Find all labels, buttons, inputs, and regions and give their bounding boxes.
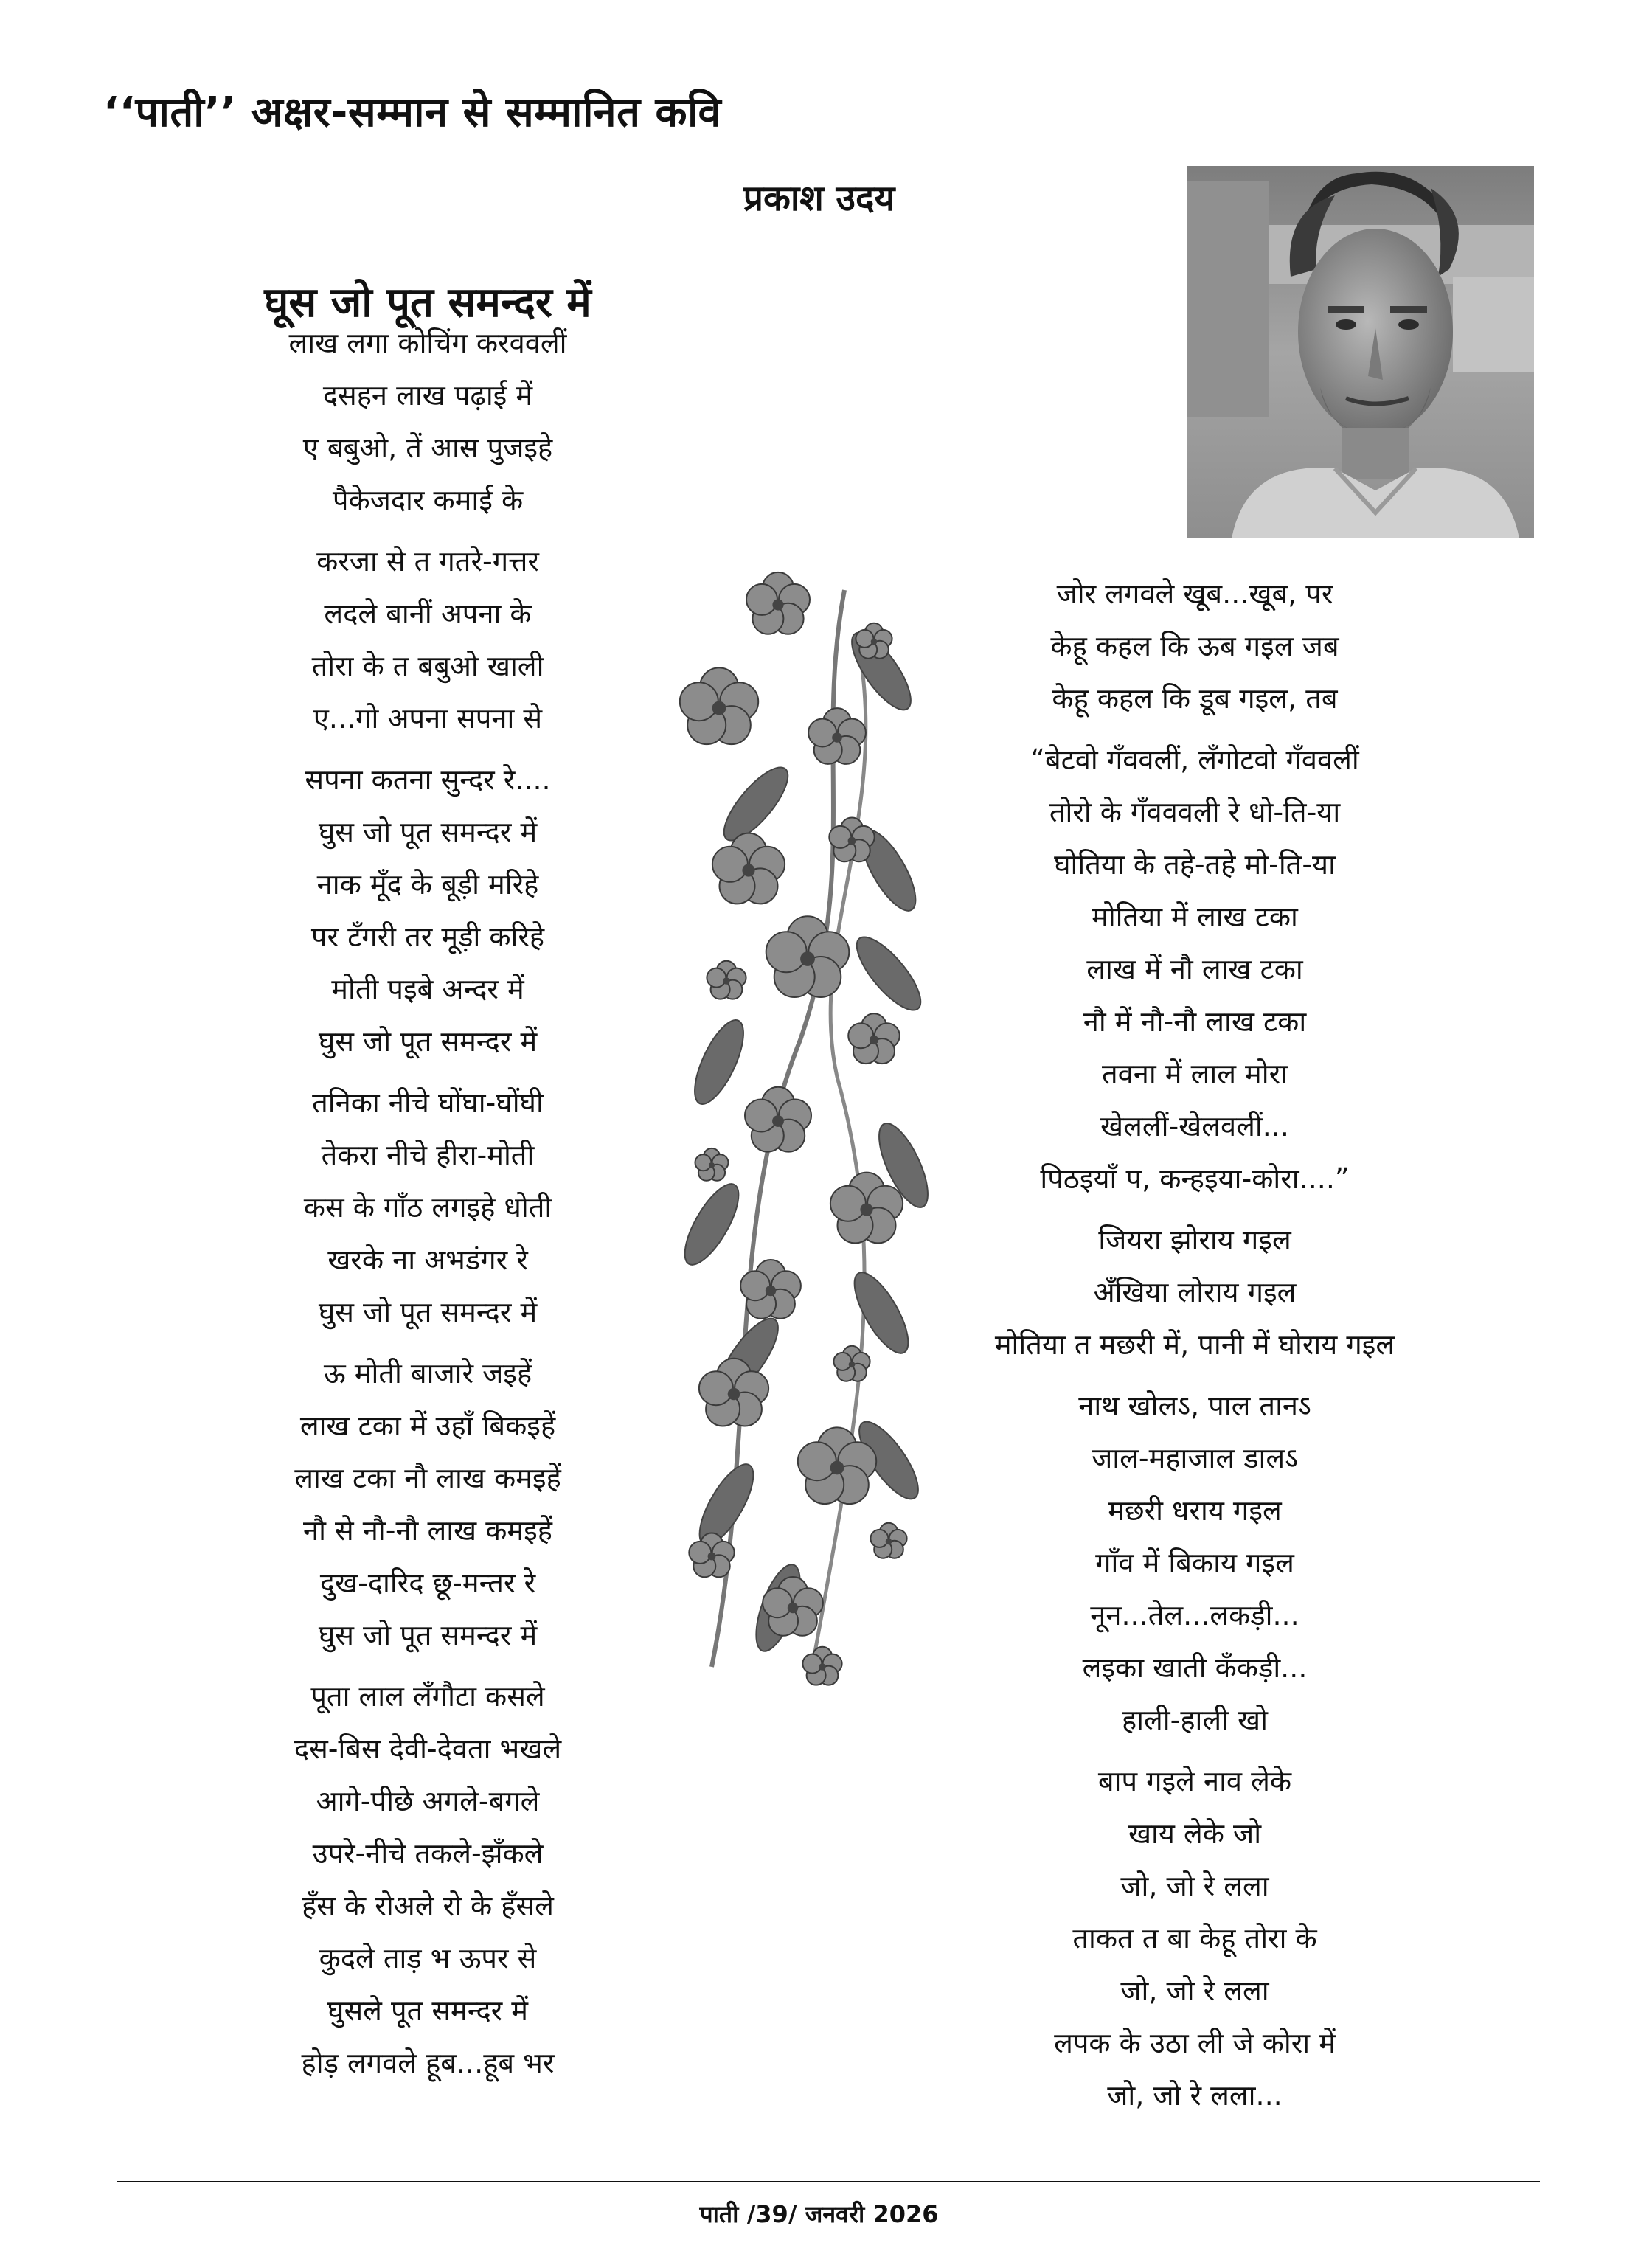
flower-center <box>871 639 878 645</box>
poem-line: आगे-पीछे अगले-बगले <box>316 1785 540 1817</box>
poem-right-column <box>929 568 1460 2122</box>
poem-line: जो, जो रे लला... <box>1107 2079 1283 2112</box>
stanza-gap <box>929 1371 1460 1380</box>
poem-line: जियरा झोराय गइल <box>1098 1224 1291 1256</box>
poem-line: घुस जो पूत समन्दर में <box>318 1025 538 1058</box>
flower-petal <box>680 682 718 721</box>
flower-petal <box>848 1023 873 1048</box>
poem-stanza <box>929 1755 1460 2122</box>
poem-line: केहू कहल कि डूब गइल, तब <box>1052 682 1338 715</box>
author-name: प्रकाश उदय <box>743 178 895 219</box>
poem-line: लइका खाती कँकड़ी... <box>1082 1651 1308 1684</box>
poem-line: हाली-हाली खो <box>1122 1704 1268 1736</box>
poem-line: तेकरा नीचे हीरा-मोती <box>321 1139 535 1171</box>
poem-line: घोतिया के तहे-तहे मो-ति-या <box>1054 848 1336 881</box>
poem-line: जो, जो रे लला <box>1120 1870 1269 1902</box>
poem-line: जाल-महाजाल डालऽ <box>1092 1442 1298 1474</box>
poem-line: घुसले पूत समन्दर में <box>327 1994 528 2027</box>
flower-center <box>819 1663 825 1670</box>
poem-line: ए बबुओ, तें आस पुजइहे <box>302 431 553 464</box>
stanza-gap <box>221 1339 634 1348</box>
poem-line: लपक के उठा ली जे कोरा में <box>1054 2027 1336 2059</box>
flower-petal <box>870 1530 888 1547</box>
flower-center <box>712 701 726 715</box>
poem-line: अँखिया लोराय गइल <box>1093 1276 1297 1308</box>
stanza-gap <box>221 745 634 754</box>
poem-line: पैकेजदार कमाई के <box>332 484 524 516</box>
flower-petal <box>808 719 836 747</box>
flower-center <box>886 1539 892 1545</box>
poem-line: लाख टका नौ लाख कमइहें <box>294 1462 561 1494</box>
flower-center <box>849 1362 856 1368</box>
leaf <box>847 928 930 1019</box>
stanza-gap <box>929 1747 1460 1755</box>
poem-stanza <box>929 568 1460 725</box>
poem-line: केहू कहल कि ऊब गइल जब <box>1050 630 1339 662</box>
flower-center <box>788 1603 798 1613</box>
footer-divider <box>117 2181 1540 2182</box>
flower-petal <box>699 1371 733 1405</box>
flower-center <box>848 837 856 845</box>
poem-line: हँस के रोअले रो के हँसले <box>302 1890 554 1922</box>
stanza-gap <box>221 1068 634 1077</box>
stanza-gap <box>221 1662 634 1671</box>
poem-line: नाथ खोलऽ, पाल तानऽ <box>1078 1390 1311 1422</box>
flower-petal <box>712 847 748 882</box>
flower-petal <box>740 1271 770 1300</box>
page-footer: पाती /39/ जनवरी 2026 <box>699 2200 939 2228</box>
poem-line: ए...गो अपना सपना से <box>313 702 543 735</box>
poem-line: मछरी धराय गइल <box>1108 1494 1282 1527</box>
poem-stanza <box>221 1348 634 1662</box>
poem-line: खरके ना अभडंगर रे <box>327 1244 528 1276</box>
flower-petal <box>766 932 807 972</box>
poem-line: नाक मूँद के बूड़ी मरिहे <box>316 868 539 901</box>
flower-center <box>742 864 754 876</box>
leaf <box>690 1457 763 1552</box>
flower-center <box>723 977 729 984</box>
poem-stanza <box>929 734 1460 1205</box>
poem-stanza <box>221 1077 634 1339</box>
flower-petal <box>833 1353 851 1370</box>
flower-center <box>708 1553 716 1561</box>
poem-line: खाय लेके जो <box>1128 1817 1262 1850</box>
flower-petal <box>695 1154 712 1171</box>
poem-line: कस के गाँठ लगइहे धोती <box>303 1191 552 1224</box>
poem-line: ताकत त बा केहू तोरा के <box>1072 1922 1317 1955</box>
stanza-gap <box>221 527 634 535</box>
poem-line: जोर लगवले खूब...खूब, पर <box>1056 578 1333 610</box>
flower-center <box>800 951 815 966</box>
poem-line: नौ में नौ-नौ लाख टका <box>1083 1005 1307 1038</box>
poem-stanza <box>221 1671 634 2090</box>
flower-petal <box>746 584 777 615</box>
poem-line: “बेटवो गँववलीं, लँगोटवो गँववलीं <box>1030 743 1359 776</box>
poem-line: पर टँगरी तर मूड़ी करिहे <box>310 920 545 953</box>
poem-line: कुदले ताड़ भ ऊपर से <box>319 1942 537 1974</box>
flower-center <box>766 1286 776 1296</box>
poem-line: जो, जो रे लला <box>1120 1974 1269 2007</box>
flower-petal <box>689 1542 711 1564</box>
poem-line: घुस जो पूत समन्दर में <box>318 816 538 848</box>
flower-petal <box>829 826 851 848</box>
floral-vine-decoration-icon <box>667 561 940 1696</box>
poem-line: करजा से त गतरे-गत्तर <box>316 545 539 578</box>
poem-line: मोतिया त मछरी में, पानी में घोराय गइल <box>994 1328 1395 1361</box>
poem-line: होड़ लगवले हूब...हूब भर <box>301 2047 555 2079</box>
poem-line: खेललीं-खेलवलीं... <box>1100 1110 1289 1142</box>
flower-center <box>832 732 842 743</box>
poem-line: मोती पइबे अन्दर में <box>331 973 524 1005</box>
flower-center <box>728 1388 740 1401</box>
flower-petal <box>763 1588 792 1617</box>
poem-line: पिठइयाँ प, कन्हइया-कोरा....” <box>1040 1162 1350 1195</box>
stanza-gap <box>929 725 1460 734</box>
poem-line: दसहन लाख पढ़ाई में <box>322 379 533 412</box>
flower-center <box>772 599 783 610</box>
poem-line: घुस जो पूत समन्दर में <box>318 1296 538 1328</box>
poem-line: तोरा के त बबुओ खाली <box>311 650 544 682</box>
poem-line: बाप गइले नाव लेके <box>1097 1765 1292 1797</box>
poem-line: लदले बानीं अपना के <box>324 597 532 630</box>
poem-left-column <box>221 317 634 2090</box>
flower-petal <box>802 1654 822 1674</box>
leaf <box>675 1176 749 1272</box>
flower-center <box>830 1461 844 1475</box>
poem-stanza <box>221 754 634 1068</box>
poem-stanza <box>221 535 634 745</box>
poem-line: सपना कतना सुन्दर रे.... <box>305 763 551 796</box>
poem-line: नौ से नौ-नौ लाख कमइहें <box>303 1514 552 1547</box>
poem-line: तोरो के गँवववली रे धो-ति-या <box>1049 796 1341 828</box>
poem-stanza <box>929 1380 1460 1747</box>
poem-line: पूता लाल लँगौटा कसले <box>310 1680 545 1713</box>
poem-line: उपरे-नीचे तकले-झँकले <box>312 1837 544 1870</box>
poem-line: लाख टका में उहाँ बिकइहें <box>299 1409 556 1442</box>
poem-line: लाख में नौ लाख टका <box>1086 953 1303 985</box>
poem-line: दुख-दारिद छू-मन्तर रे <box>319 1567 536 1599</box>
poem-stanza <box>929 1214 1460 1371</box>
author-photo <box>1187 166 1534 538</box>
flower-petal <box>707 968 726 988</box>
flower-petal <box>745 1100 777 1132</box>
leaf <box>685 1014 753 1111</box>
poem-line: दस-बिस देवी-देवता भखले <box>294 1733 562 1765</box>
poem-line: तनिका नीचे घोंघा-घोंघी <box>312 1086 544 1119</box>
page-header-title: ‘‘पाती’’ अक्षर-सम्मान से सम्मानित कवि <box>103 89 722 136</box>
flower-petal <box>830 1186 866 1221</box>
flower-center <box>709 1162 715 1168</box>
poem-line: ऊ मोती बाजारे जइहें <box>323 1357 532 1390</box>
flower-petal <box>798 1442 836 1480</box>
poem-line: घुस जो पूत समन्दर में <box>318 1619 538 1651</box>
poem-line: लाख लगा कोचिंग करववलीं <box>288 327 567 359</box>
flower-center <box>860 1203 872 1216</box>
flower-petal <box>856 630 873 648</box>
poem-line: गाँव में बिकाय गइल <box>1095 1547 1294 1579</box>
flower-center <box>772 1115 784 1127</box>
poem-line: मोतिया में लाख टका <box>1092 901 1298 933</box>
poem-line: नून...तेल...लकड़ी... <box>1090 1599 1299 1631</box>
poem-line: तवना में लाल मोरा <box>1101 1058 1288 1090</box>
poem-title: घूस जो पूत समन्दर में <box>264 279 591 327</box>
poem-stanza <box>221 317 634 527</box>
stanza-gap <box>929 1205 1460 1214</box>
flower-center <box>870 1036 878 1044</box>
